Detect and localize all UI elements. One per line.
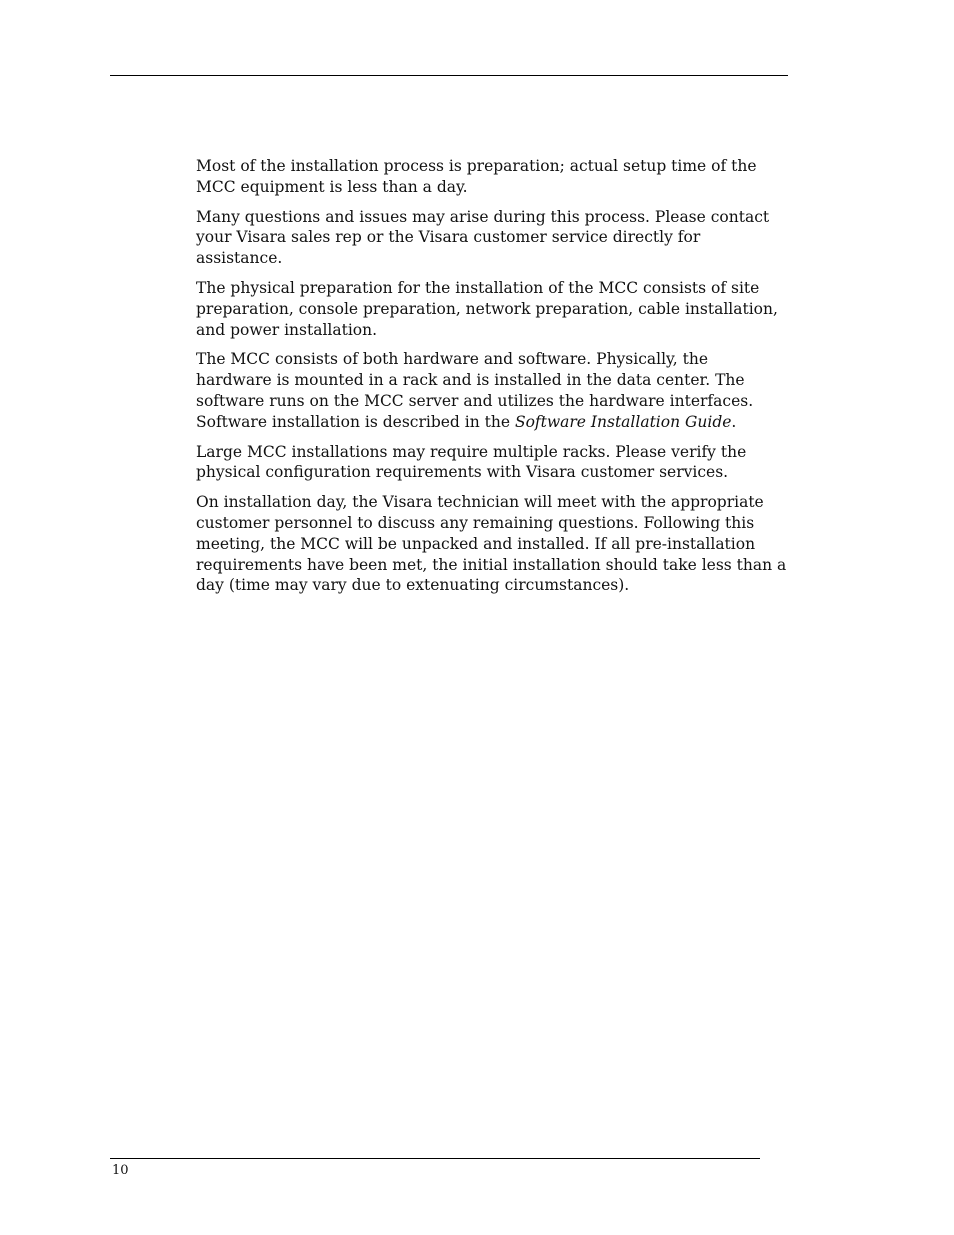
- paragraph-multiple-racks: Large MCC installations may require multiple racks. Please verify the physical configuration requirements with Visara customer services.: [196, 442, 747, 482]
- paragraph-preparation: Most of the installation process is preparation; actual setup time of the MCC equipment is less than a day.: [196, 157, 757, 196]
- page-number: 10: [112, 1163, 129, 1178]
- header-rule: [110, 75, 788, 76]
- paragraph-installation-day: On installation day, the Visara technician will meet with the appropriate customer personnel to discuss any remaining questions. Following this meeting, the MCC will be unpacked and installed. If all pre-installation requirements have been met, the initial installation should take less than a day (time may vary due to extenuating circumstances).: [196, 493, 787, 595]
- footer-rule: [110, 1158, 760, 1159]
- paragraph-hardware-software: [196, 349, 788, 432]
- paragraph-text: The MCC consists of both hardware and software. Physically, the hardware is mounted in a rack and is installed in the data center. The software runs on the MCC server and utilizes the hardware interfaces. Software installation is described in the: [196, 350, 754, 431]
- paragraph-questions: Many questions and issues may arise during this process. Please contact your Visara sales rep or the Visara customer service directly for assistance.: [196, 207, 770, 268]
- guide-title: Software Installation Guide: [514, 412, 732, 431]
- paragraph-physical-preparation: The physical preparation for the installation of the MCC consists of site preparation, console preparation, network preparation, cable installation, and power installation.: [196, 278, 778, 339]
- document-body: [196, 156, 788, 605]
- paragraph-text-end: .: [731, 412, 737, 431]
